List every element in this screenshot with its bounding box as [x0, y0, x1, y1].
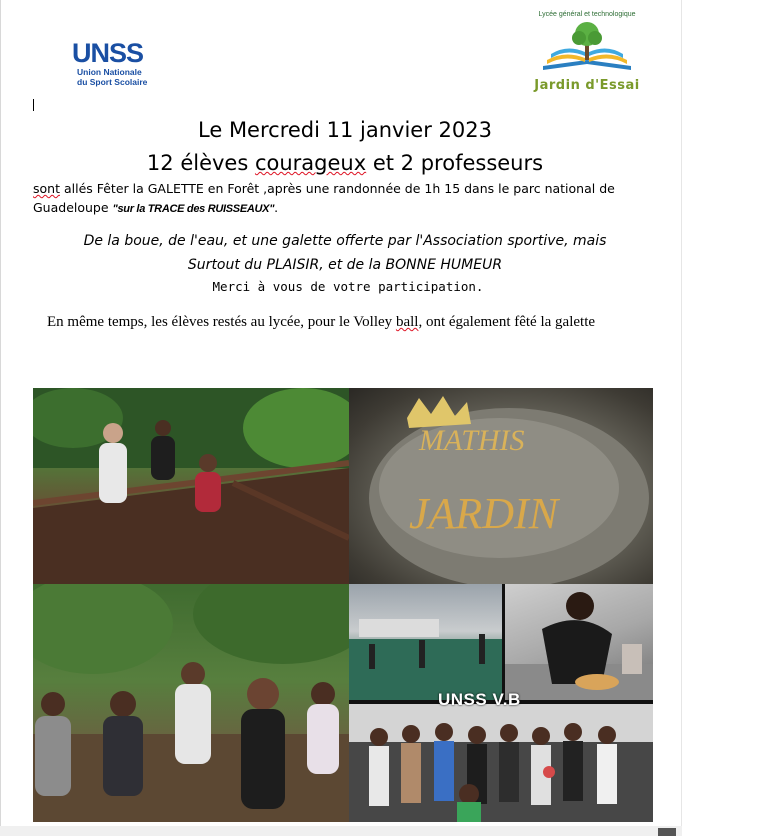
volley-part-b: ball	[395, 314, 419, 330]
photo-overlay-label: UNSS V.B	[438, 690, 521, 709]
rock-illustration	[349, 388, 653, 584]
italic-line-1: De la boue, de l'eau, et une galette offerte par l'Association sportive, mais	[83, 233, 607, 249]
trail-name: "sur la TRACE des RUISSEAUX"	[112, 203, 275, 215]
photo-volley-court	[349, 584, 502, 702]
body-word-sont: sont	[33, 181, 60, 196]
unss-logo-word: UNSS	[72, 38, 144, 68]
body-line-2	[33, 200, 278, 215]
body-line-2-a: Guadeloupe	[33, 200, 113, 215]
text-cursor	[33, 99, 34, 111]
school-logo-subtitle: Lycée général et technologique	[538, 11, 636, 18]
thanks-line: Merci à vous de votre participation.	[212, 279, 484, 294]
school-logo-name: Jardin d'Essai	[534, 78, 640, 93]
photo-forest-group	[33, 584, 349, 822]
title-part-b: courageux	[254, 151, 367, 175]
school-logo	[531, 10, 643, 92]
article-title-participants	[0, 151, 690, 175]
volley-part-c: , ont également fêté la galette	[418, 314, 596, 330]
photo-engraved-rock	[349, 388, 653, 584]
horizontal-scrollbar[interactable]	[0, 826, 682, 836]
photo-galette-cutting	[502, 584, 653, 702]
body-line-2-c: .	[274, 200, 279, 215]
forest-group-illustration	[33, 584, 349, 822]
galette-cutting-illustration	[502, 584, 653, 702]
volley-part-a: En même temps, les élèves restés au lycée, pour le Volley	[47, 314, 396, 330]
article-title-date: Le Mercredi 11 janvier 2023	[198, 118, 492, 142]
volley-court-illustration	[349, 584, 502, 702]
title-part-a: 12 élèves	[146, 151, 255, 175]
scrollbar-thumb[interactable]	[658, 828, 676, 836]
rock-text-1: MATHIS	[419, 424, 525, 457]
volley-group-illustration	[349, 702, 653, 822]
body-line-1	[33, 181, 615, 196]
book-tree-icon	[535, 20, 639, 72]
volley-line	[47, 314, 595, 331]
unss-logo-line2: du Sport Scolaire	[77, 77, 148, 87]
title-part-c: et 2 professeurs	[366, 151, 544, 175]
rock-text-2: JARDIN	[409, 489, 559, 538]
collage-divider-vertical	[502, 584, 505, 702]
photo-volley-group	[349, 702, 653, 822]
body-line-1-rest: allés Fêter la GALETTE en Forêt ,après une randonnée de 1h 15 dans le parc national de	[59, 181, 615, 196]
unss-logo-line1: Union Nationale	[77, 67, 142, 77]
photo-hike-bridge	[33, 388, 349, 584]
hike-bridge-illustration	[33, 388, 349, 584]
unss-logo	[72, 40, 152, 100]
italic-line-2: Surtout du PLAISIR, et de la BONNE HUMEUR	[187, 257, 503, 273]
